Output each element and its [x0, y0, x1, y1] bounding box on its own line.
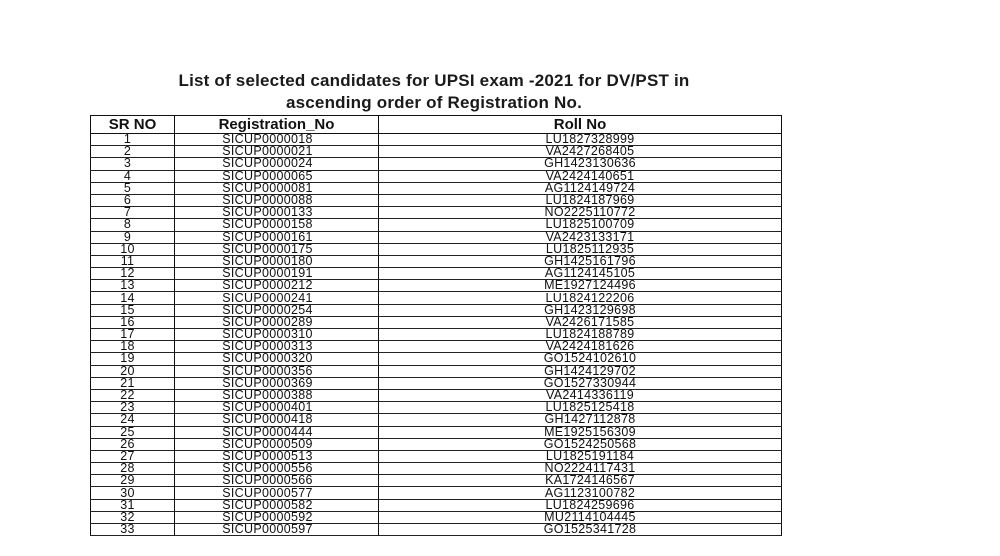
table-row — [91, 377, 782, 389]
cell-registration-no: SICUP0000024 — [175, 158, 379, 170]
cell-roll-no: GH1424129702 — [379, 365, 782, 377]
cell-registration-no: SICUP0000556 — [175, 463, 379, 475]
table-row — [91, 475, 782, 487]
cell-sr-no: 30 — [91, 487, 175, 499]
cell-sr-no: 6 — [91, 194, 175, 206]
cell-registration-no: SICUP0000388 — [175, 389, 379, 401]
cell-roll-no: GO1524102610 — [379, 353, 782, 365]
cell-roll-no: LU1825125418 — [379, 402, 782, 414]
table-row — [91, 304, 782, 316]
table-row — [91, 499, 782, 511]
cell-roll-no: LU1825191184 — [379, 450, 782, 462]
cell-roll-no: VA2423133171 — [379, 231, 782, 243]
cell-registration-no: SICUP0000191 — [175, 268, 379, 280]
table-row — [91, 292, 782, 304]
candidates-table — [90, 115, 782, 536]
cell-registration-no: SICUP0000254 — [175, 304, 379, 316]
cell-roll-no: LU1825100709 — [379, 219, 782, 231]
table-row — [91, 255, 782, 267]
cell-roll-no: LU1824187969 — [379, 194, 782, 206]
table-row — [91, 231, 782, 243]
cell-registration-no: SICUP0000592 — [175, 511, 379, 523]
table-row — [91, 487, 782, 499]
table-body — [91, 134, 782, 536]
table-row — [91, 207, 782, 219]
cell-registration-no: SICUP0000401 — [175, 402, 379, 414]
cell-registration-no: SICUP0000133 — [175, 207, 379, 219]
cell-roll-no: GO1524250568 — [379, 438, 782, 450]
table-row — [91, 158, 782, 170]
cell-sr-no: 16 — [91, 316, 175, 328]
cell-registration-no: SICUP0000509 — [175, 438, 379, 450]
cell-sr-no: 11 — [91, 255, 175, 267]
cell-roll-no: MU2114104445 — [379, 511, 782, 523]
cell-sr-no: 23 — [91, 402, 175, 414]
cell-roll-no: GH1425161796 — [379, 255, 782, 267]
table-row — [91, 524, 782, 536]
cell-sr-no: 21 — [91, 377, 175, 389]
table-row — [91, 450, 782, 462]
table-row — [91, 146, 782, 158]
document-title-line-1: List of selected candidates for UPSI exam -2021 for DV/PST in — [178, 71, 690, 90]
cell-roll-no: VA2414336119 — [379, 389, 782, 401]
cell-roll-no: LU1825112935 — [379, 243, 782, 255]
cell-roll-no: LU1824259696 — [379, 499, 782, 511]
cell-sr-no: 33 — [91, 524, 175, 536]
cell-registration-no: SICUP0000158 — [175, 219, 379, 231]
cell-registration-no: SICUP0000180 — [175, 255, 379, 267]
cell-sr-no: 3 — [91, 158, 175, 170]
cell-sr-no: 15 — [91, 304, 175, 316]
cell-sr-no: 8 — [91, 219, 175, 231]
cell-roll-no: LU1824122206 — [379, 292, 782, 304]
table-row — [91, 402, 782, 414]
table-row — [91, 280, 782, 292]
table-header-row — [91, 116, 782, 134]
cell-roll-no: VA2426171585 — [379, 316, 782, 328]
table-row — [91, 414, 782, 426]
cell-roll-no: AG1124149724 — [379, 182, 782, 194]
cell-roll-no: VA2424140651 — [379, 170, 782, 182]
cell-sr-no: 9 — [91, 231, 175, 243]
cell-registration-no: SICUP0000241 — [175, 292, 379, 304]
table-row — [91, 316, 782, 328]
cell-registration-no: SICUP0000313 — [175, 341, 379, 353]
cell-roll-no: GO1527330944 — [379, 377, 782, 389]
cell-registration-no: SICUP0000065 — [175, 170, 379, 182]
cell-registration-no: SICUP0000161 — [175, 231, 379, 243]
cell-roll-no: ME1925156309 — [379, 426, 782, 438]
cell-registration-no: SICUP0000021 — [175, 146, 379, 158]
table-row — [91, 438, 782, 450]
table-row — [91, 426, 782, 438]
cell-registration-no: SICUP0000369 — [175, 377, 379, 389]
table-row — [91, 511, 782, 523]
cell-roll-no: VA2424181626 — [379, 341, 782, 353]
cell-registration-no: SICUP0000320 — [175, 353, 379, 365]
column-header-sr-no: SR NO — [91, 116, 175, 134]
cell-registration-no: SICUP0000356 — [175, 365, 379, 377]
cell-sr-no: 26 — [91, 438, 175, 450]
table-row — [91, 219, 782, 231]
cell-registration-no: SICUP0000597 — [175, 524, 379, 536]
cell-roll-no: LU1827328999 — [379, 134, 782, 146]
cell-sr-no: 22 — [91, 389, 175, 401]
cell-roll-no: AG1123100782 — [379, 487, 782, 499]
cell-registration-no: SICUP0000310 — [175, 329, 379, 341]
cell-sr-no: 4 — [91, 170, 175, 182]
cell-roll-no: GH1423129698 — [379, 304, 782, 316]
table-row — [91, 353, 782, 365]
cell-sr-no: 10 — [91, 243, 175, 255]
table-row — [91, 194, 782, 206]
cell-roll-no: NO2225110772 — [379, 207, 782, 219]
cell-sr-no: 13 — [91, 280, 175, 292]
table-row — [91, 463, 782, 475]
table-row — [91, 182, 782, 194]
cell-sr-no: 32 — [91, 511, 175, 523]
cell-registration-no: SICUP0000513 — [175, 450, 379, 462]
cell-roll-no: ME1927124496 — [379, 280, 782, 292]
cell-sr-no: 12 — [91, 268, 175, 280]
cell-sr-no: 29 — [91, 475, 175, 487]
cell-roll-no: VA2427268405 — [379, 146, 782, 158]
cell-registration-no: SICUP0000582 — [175, 499, 379, 511]
cell-sr-no: 28 — [91, 463, 175, 475]
cell-registration-no: SICUP0000566 — [175, 475, 379, 487]
cell-roll-no: AG1124145105 — [379, 268, 782, 280]
table-row — [91, 389, 782, 401]
cell-registration-no: SICUP0000577 — [175, 487, 379, 499]
cell-registration-no: SICUP0000081 — [175, 182, 379, 194]
cell-sr-no: 25 — [91, 426, 175, 438]
cell-sr-no: 17 — [91, 329, 175, 341]
cell-sr-no: 27 — [91, 450, 175, 462]
table-row — [91, 268, 782, 280]
cell-registration-no: SICUP0000212 — [175, 280, 379, 292]
cell-sr-no: 1 — [91, 134, 175, 146]
column-header-registration-no: Registration_No — [175, 116, 379, 134]
cell-registration-no: SICUP0000088 — [175, 194, 379, 206]
cell-registration-no: SICUP0000289 — [175, 316, 379, 328]
cell-sr-no: 20 — [91, 365, 175, 377]
cell-sr-no: 2 — [91, 146, 175, 158]
table-row — [91, 341, 782, 353]
cell-roll-no: GO1525341728 — [379, 524, 782, 536]
cell-sr-no: 7 — [91, 207, 175, 219]
cell-sr-no: 19 — [91, 353, 175, 365]
table-row — [91, 170, 782, 182]
cell-registration-no: SICUP0000175 — [175, 243, 379, 255]
cell-sr-no: 14 — [91, 292, 175, 304]
cell-registration-no: SICUP0000018 — [175, 134, 379, 146]
cell-roll-no: KA1724146567 — [379, 475, 782, 487]
cell-roll-no: NO2224117431 — [379, 463, 782, 475]
table-row — [91, 329, 782, 341]
cell-roll-no: LU1824188789 — [379, 329, 782, 341]
cell-sr-no: 18 — [91, 341, 175, 353]
table-row — [91, 365, 782, 377]
column-header-roll-no: Roll No — [379, 116, 782, 134]
document-title-line-2: ascending order of Registration No. — [285, 93, 583, 112]
cell-registration-no: SICUP0000418 — [175, 414, 379, 426]
cell-sr-no: 5 — [91, 182, 175, 194]
table-row — [91, 134, 782, 146]
table-row — [91, 243, 782, 255]
cell-sr-no: 31 — [91, 499, 175, 511]
cell-registration-no: SICUP0000444 — [175, 426, 379, 438]
cell-roll-no: GH1427112878 — [379, 414, 782, 426]
cell-roll-no: GH1423130636 — [379, 158, 782, 170]
cell-sr-no: 24 — [91, 414, 175, 426]
